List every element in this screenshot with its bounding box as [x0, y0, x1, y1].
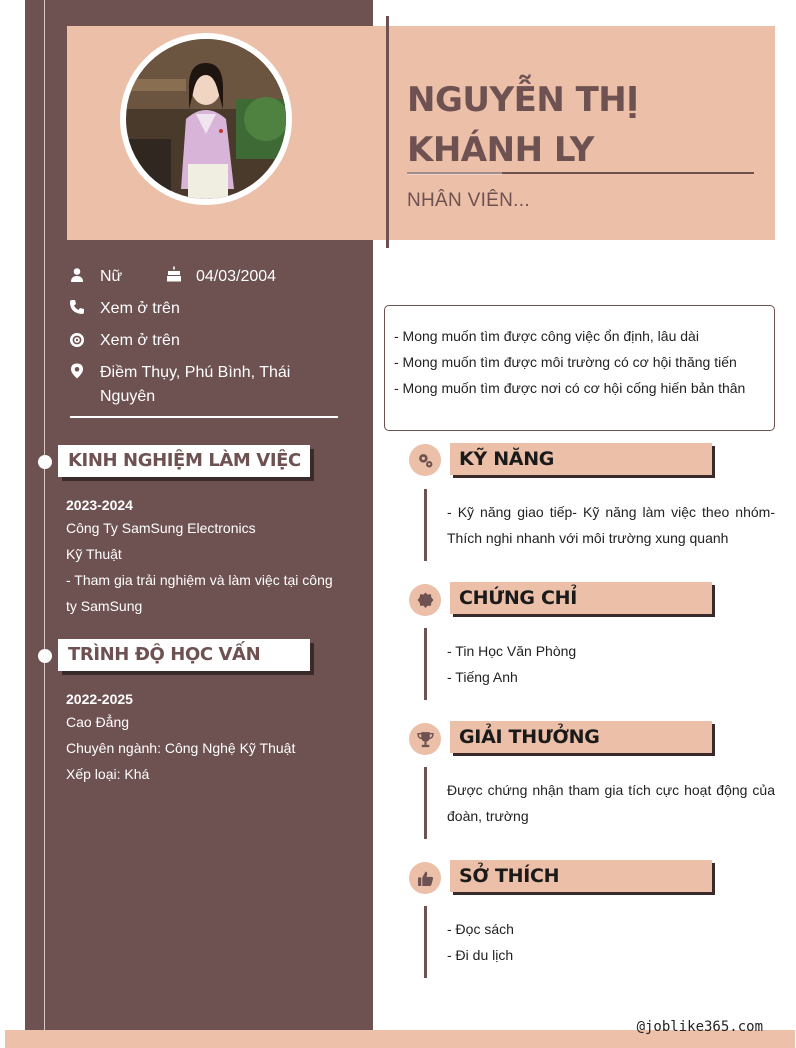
timeline-dot — [38, 649, 52, 663]
objective-item: - Mong muốn tìm được môi trường có cơ hội thăng tiến — [394, 354, 737, 370]
sidebar-divider — [70, 416, 338, 418]
phone-value: Xem ở trên — [100, 300, 180, 317]
position-title: NHÂN VIÊN... — [407, 190, 530, 211]
skills-heading-box — [450, 443, 712, 475]
gender-value: Nữ — [100, 268, 123, 285]
certificate-item: - Tiếng Anh — [447, 669, 518, 685]
hobby-item: - Đi du lịch — [447, 947, 514, 963]
career-objective-box — [384, 305, 775, 431]
candidate-name: NGUYỄN THỊ KHÁNH LY — [407, 80, 639, 170]
experience-description: - Tham gia trải nghiệm và làm việc tại công ty SamSung — [66, 572, 333, 614]
phone-icon — [69, 299, 85, 315]
education-heading: TRÌNH ĐỘ HỌC VẤN — [68, 644, 261, 665]
objective-item: - Mong muốn tìm được nơi có cơ hội cống hiến bản thân — [394, 380, 746, 396]
certificates-bar — [424, 628, 427, 700]
timeline-dot — [38, 455, 52, 469]
awards-text: Được chứng nhận tham gia tích cực hoạt động của đoàn, trường — [447, 782, 775, 824]
sidebar-guide-line — [44, 0, 45, 1048]
certificates-heading-box — [450, 582, 712, 614]
education-school: Cao Đẳng — [66, 714, 130, 730]
hobby-item: - Đọc sách — [447, 921, 514, 937]
skills-bar — [424, 489, 427, 561]
awards-heading-box — [450, 721, 712, 753]
awards-bar — [424, 767, 427, 839]
address-value: Điềm Thụy, Phú Bình, Thái Nguyên — [100, 364, 291, 405]
education-block — [66, 689, 346, 787]
profile-photo — [126, 39, 286, 199]
header-divider — [386, 16, 389, 248]
awards-heading: GIẢI THƯỞNG — [459, 726, 600, 748]
experience-year: 2023-2024 — [66, 497, 133, 513]
experience-heading: KINH NGHIỆM LÀM VIỆC — [68, 450, 301, 471]
hobbies-heading: SỞ THÍCH — [459, 865, 560, 887]
certificate-item: - Tin Học Văn Phòng — [447, 643, 577, 659]
education-grade: Xếp loại: Khá — [66, 766, 150, 782]
education-major: Chuyên ngành: Công Nghệ Kỹ Thuật — [66, 740, 296, 756]
avatar — [120, 33, 292, 205]
experience-company: Công Ty SamSung Electronics — [66, 520, 256, 536]
birthday-cake-icon — [166, 266, 182, 282]
hobbies-list — [447, 916, 775, 968]
hobbies-heading-box — [450, 860, 712, 892]
email-value: Xem ở trên — [100, 332, 180, 349]
experience-role: Kỹ Thuật — [66, 546, 122, 562]
trophy-icon — [409, 723, 441, 755]
badge-icon — [409, 584, 441, 616]
education-heading-box — [58, 639, 310, 671]
education-year: 2022-2025 — [66, 691, 133, 707]
certificates-heading: CHỨNG CHỈ — [459, 587, 578, 609]
gears-icon — [409, 444, 441, 476]
hobbies-bar — [424, 906, 427, 978]
skills-text: - Kỹ năng giao tiếp- Kỹ năng làm việc theo nhóm- Thích nghi nhanh với môi trường xung quanh — [447, 504, 775, 546]
email-at-icon — [69, 332, 85, 348]
birthday-value: 04/03/2004 — [196, 268, 277, 285]
objective-item: - Mong muốn tìm được công việc ổn định, lâu dài — [394, 328, 699, 344]
skills-heading: KỸ NĂNG — [459, 448, 555, 470]
user-icon — [69, 267, 85, 283]
experience-block — [66, 495, 346, 619]
location-pin-icon — [69, 363, 85, 379]
footer-watermark: @joblike365.com — [636, 1019, 763, 1035]
experience-heading-box — [58, 445, 310, 477]
name-underline-accent — [407, 172, 502, 175]
certificates-list — [447, 638, 775, 690]
thumbs-up-icon — [409, 862, 441, 894]
